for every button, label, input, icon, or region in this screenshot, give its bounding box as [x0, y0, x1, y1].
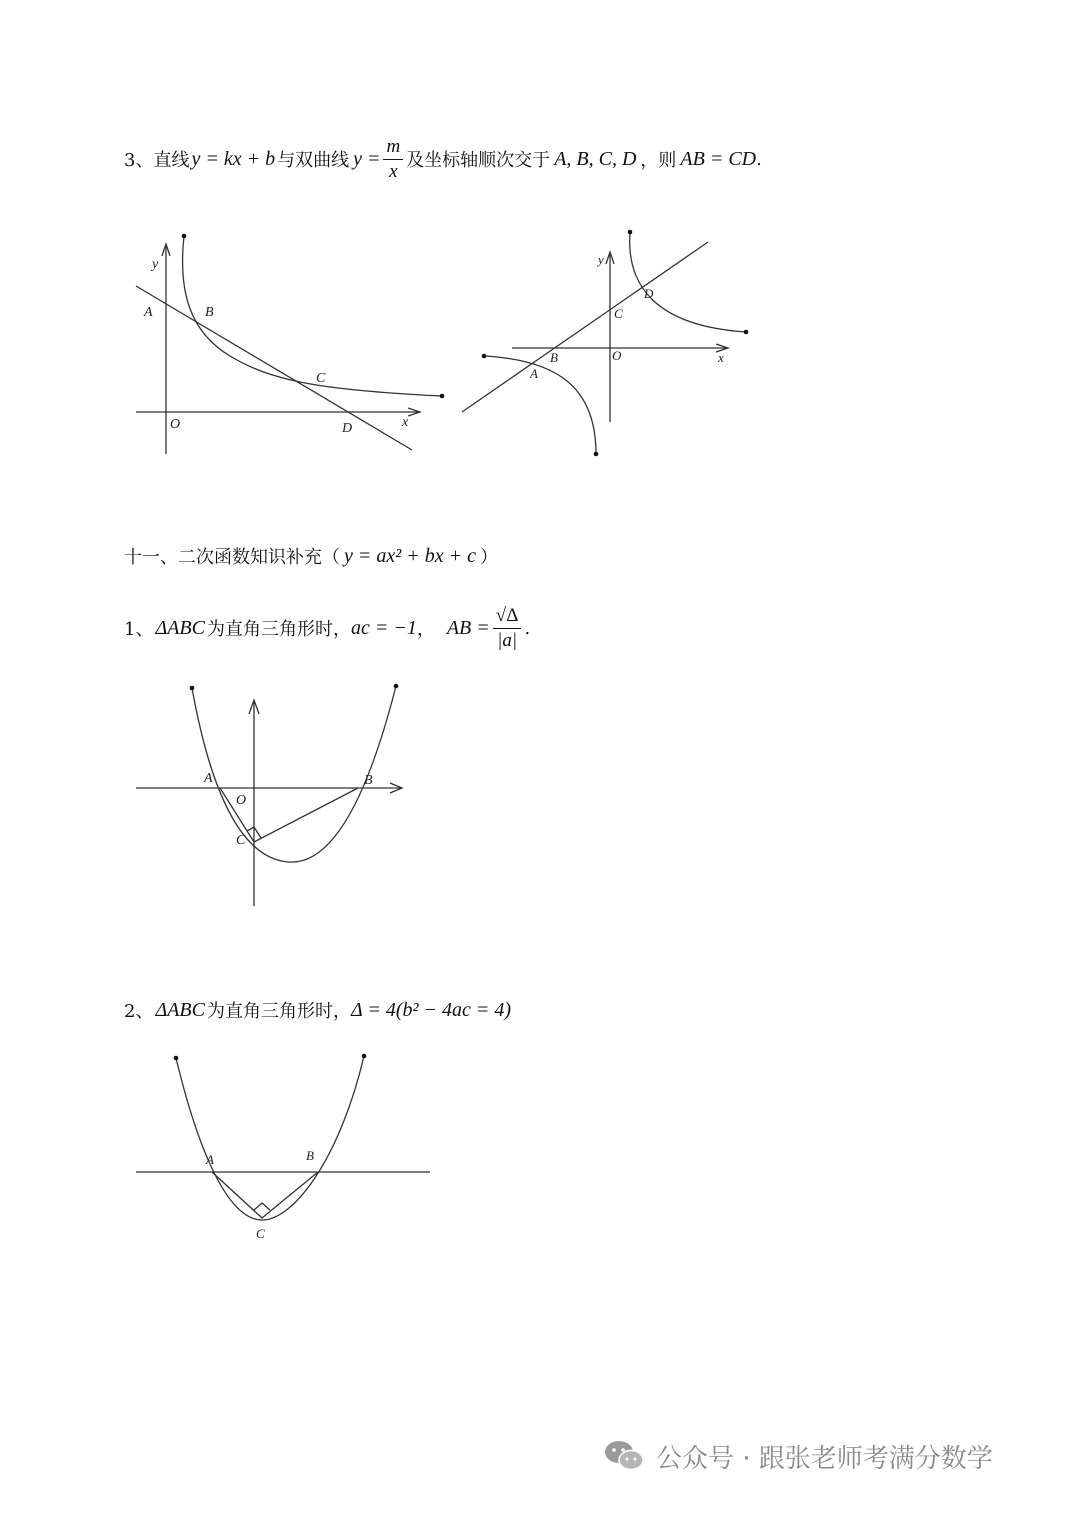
item-2-condition: Δ = 4(b² − 4ac = 4) — [350, 998, 512, 1021]
curve-endpoint — [394, 684, 399, 689]
section-3-prefix: 3、直线 — [124, 150, 190, 171]
curve-endpoint — [362, 1054, 367, 1059]
label-O: O — [612, 348, 622, 363]
figure-parabola-triangle-2 — [130, 1048, 436, 1248]
label-D: D — [342, 421, 353, 436]
parabola-curve — [176, 1056, 364, 1220]
hyperbola-lhs: y = — [353, 147, 381, 170]
item-1-numerator: √Δ — [493, 606, 522, 629]
hyperbola-branch-lower — [484, 356, 596, 454]
item-1-sep: ， — [416, 619, 435, 640]
label-y: y — [152, 257, 159, 272]
curve-endpoint — [744, 330, 749, 335]
figure-parabola-triangle-1 — [130, 678, 420, 910]
hyperbola-branch-upper — [630, 232, 746, 332]
section-3-mid: 与双曲线 — [277, 150, 350, 171]
label-B: B — [364, 773, 373, 788]
item-1-lhs: AB = — [446, 616, 490, 639]
label-B: B — [550, 350, 558, 365]
item-1-statement — [124, 596, 530, 660]
label-O: O — [170, 417, 181, 432]
curve-endpoint — [594, 452, 599, 457]
label-O: O — [236, 793, 247, 808]
label-A: A — [204, 771, 213, 786]
label-C: C — [236, 833, 246, 848]
item-1-triangle: ΔABC — [155, 616, 205, 639]
label-C: C — [614, 306, 623, 321]
curve-endpoint — [182, 234, 187, 239]
label-B: B — [306, 1148, 314, 1163]
item-1-fraction — [493, 606, 522, 651]
item-1-prefix: 1、 — [124, 619, 154, 640]
hyperbola-fraction — [383, 137, 403, 182]
label-A: A — [206, 1152, 214, 1167]
watermark-text: 公众号 · 跟张老师考满分数学 — [656, 1443, 993, 1474]
label-D: D — [644, 286, 654, 301]
label-C: C — [256, 1226, 265, 1241]
item-1-mid: 为直角三角形时， — [206, 619, 351, 640]
item-2-prefix: 2、 — [124, 1001, 154, 1022]
hyperbola-curve — [183, 236, 442, 396]
label-C: C — [316, 371, 326, 386]
figure-hyperbola-line-2 — [456, 226, 756, 462]
intersection-points: A, B, C, D — [554, 147, 637, 170]
label-x: x — [718, 350, 724, 365]
wechat-icon — [604, 1439, 646, 1473]
label-x: x — [402, 415, 409, 430]
section-11-title: 十一、二次函数知识补充（ — [124, 547, 340, 568]
right-angle-mark — [254, 1203, 270, 1210]
curve-endpoint — [440, 394, 445, 399]
section-11-heading — [124, 540, 498, 572]
curve-endpoint — [190, 686, 195, 691]
line-kx-b — [462, 242, 708, 412]
item-2-mid: 为直角三角形时， — [206, 1001, 351, 1022]
item-1-condition: ac = −1 — [350, 616, 417, 639]
item-1-denominator: |a| — [497, 629, 518, 651]
curve-endpoint — [174, 1056, 179, 1061]
section-3-statement — [124, 134, 762, 184]
result-equation: AB = CD — [680, 147, 757, 170]
hyperbola-numerator: m — [383, 137, 403, 160]
hyperbola-denominator: x — [389, 160, 398, 182]
watermark — [604, 1432, 993, 1480]
curve-endpoint — [482, 354, 487, 359]
item-2-statement — [124, 994, 511, 1026]
label-A: A — [144, 305, 153, 320]
label-B: B — [205, 305, 214, 320]
section-11-close: ） — [480, 547, 498, 568]
curve-endpoint — [628, 230, 633, 235]
figure-hyperbola-line-1 — [120, 222, 460, 462]
section-3-sep: ，则 — [640, 150, 677, 171]
label-y: y — [598, 252, 604, 267]
section-3-mid2: 及坐标轴顺次交于 — [406, 150, 551, 171]
quadratic-equation: y = ax² + bx + c — [344, 544, 476, 567]
line-equation: y = kx + b — [191, 147, 276, 170]
label-A: A — [530, 366, 538, 381]
section-3-end: . — [756, 148, 762, 170]
item-1-end: . — [524, 617, 531, 639]
item-2-triangle: ΔABC — [155, 998, 205, 1021]
